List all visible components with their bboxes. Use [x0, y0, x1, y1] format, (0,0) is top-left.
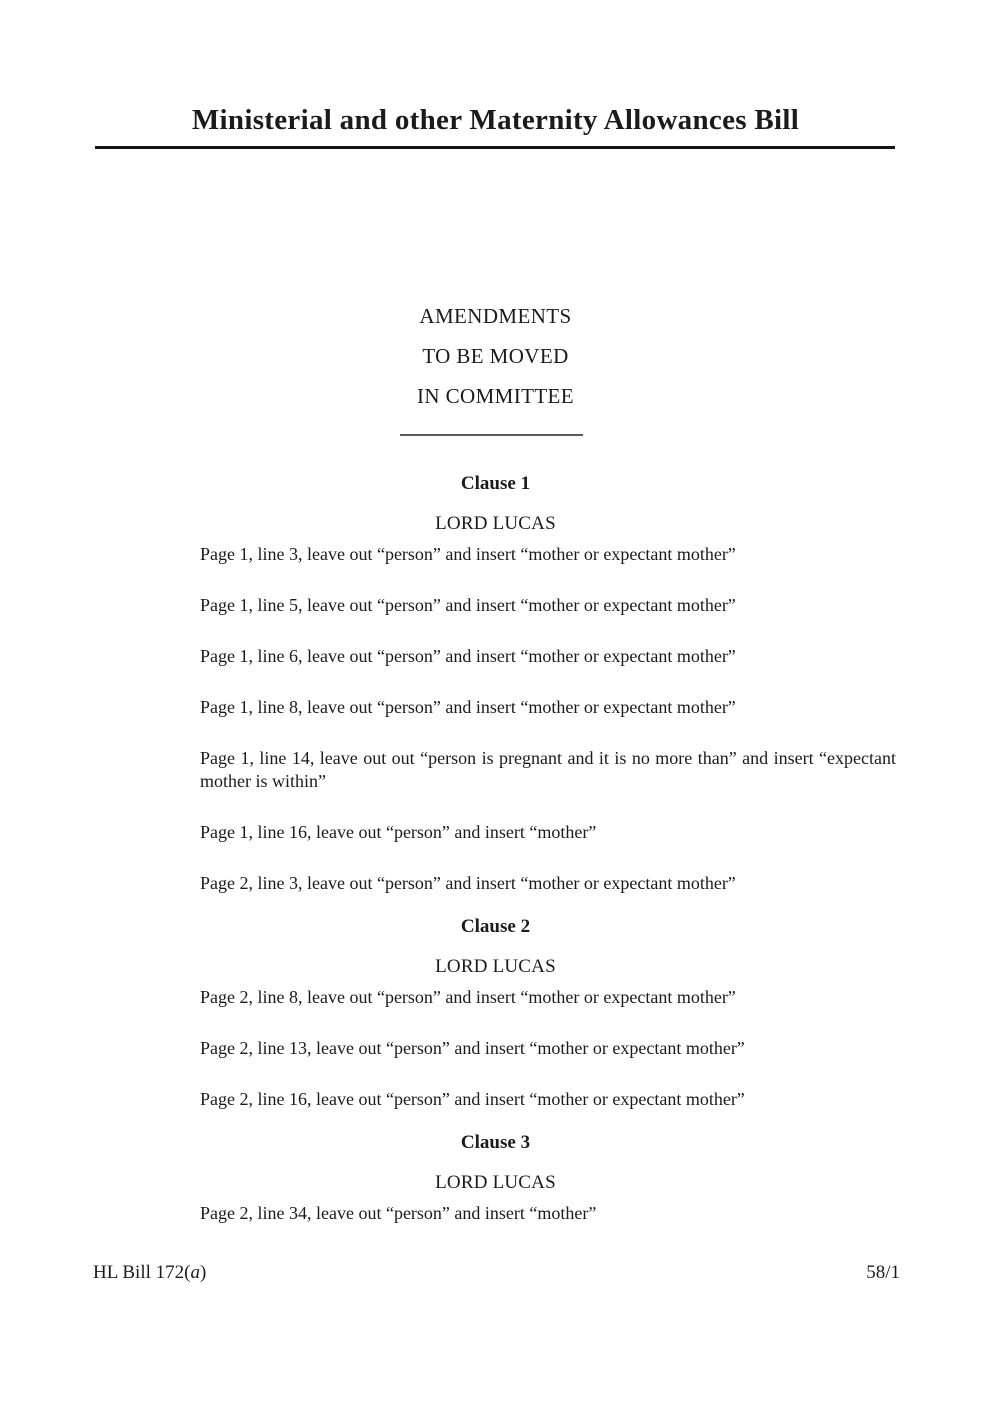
amendments-header	[0, 296, 991, 416]
clause-heading: Clause 3	[460, 1132, 531, 1153]
amendment-text: Page 2, line 34, leave out “person” and insert “mother”	[200, 1203, 597, 1223]
page-footer	[93, 1260, 900, 1285]
header-divider-rule	[400, 434, 583, 436]
mover-name: LORD LUCAS	[435, 513, 556, 534]
clause-section-3	[95, 1131, 896, 1225]
session-number: 58/1	[866, 1262, 900, 1283]
amendment-text: Page 1, line 5, leave out “person” and insert “mother or expectant mother”	[200, 595, 736, 615]
header-line-amendments: AMENDMENTS	[419, 304, 572, 328]
amendment-text: Page 1, line 6, leave out “person” and insert “mother or expectant mother”	[200, 646, 736, 666]
amendment-text: Page 2, line 16, leave out “person” and insert “mother or expectant mother”	[200, 1089, 745, 1109]
amendment-text: Page 2, line 8, leave out “person” and insert “mother or expectant mother”	[200, 987, 736, 1007]
header-line-to-be-moved: TO BE MOVED	[422, 344, 569, 368]
amendment-text: Page 2, line 3, leave out “person” and insert “mother or expectant mother”	[200, 873, 736, 893]
amendment-text: Page 1, line 16, leave out “person” and insert “mother”	[200, 822, 597, 842]
bill-reference-italic-letter: a	[190, 1262, 200, 1283]
amendment-text: Page 1, line 8, leave out “person” and insert “mother or expectant mother”	[200, 697, 736, 717]
amendment-text: Page 1, line 14, leave out out “person is pregnant and it is no more than” and insert “expectant mother is within”	[200, 748, 896, 791]
bill-reference: HL Bill 172(a)	[93, 1262, 207, 1283]
clause-heading: Clause 1	[460, 473, 531, 494]
mover-name: LORD LUCAS	[435, 1172, 556, 1193]
amendment-text: Page 2, line 13, leave out “person” and insert “mother or expectant mother”	[200, 1038, 745, 1058]
mover-name: LORD LUCAS	[435, 956, 556, 977]
clause-section-1	[95, 472, 896, 895]
amendment-text: Page 1, line 3, leave out “person” and insert “mother or expectant mother”	[200, 544, 736, 564]
title-double-rule	[95, 146, 895, 149]
amendments-content	[95, 472, 896, 1253]
clause-heading: Clause 2	[460, 916, 531, 937]
header-line-in-committee: IN COMMITTEE	[416, 384, 575, 408]
bill-title: Ministerial and other Maternity Allowances Bill	[191, 104, 800, 136]
clause-section-2	[95, 915, 896, 1111]
